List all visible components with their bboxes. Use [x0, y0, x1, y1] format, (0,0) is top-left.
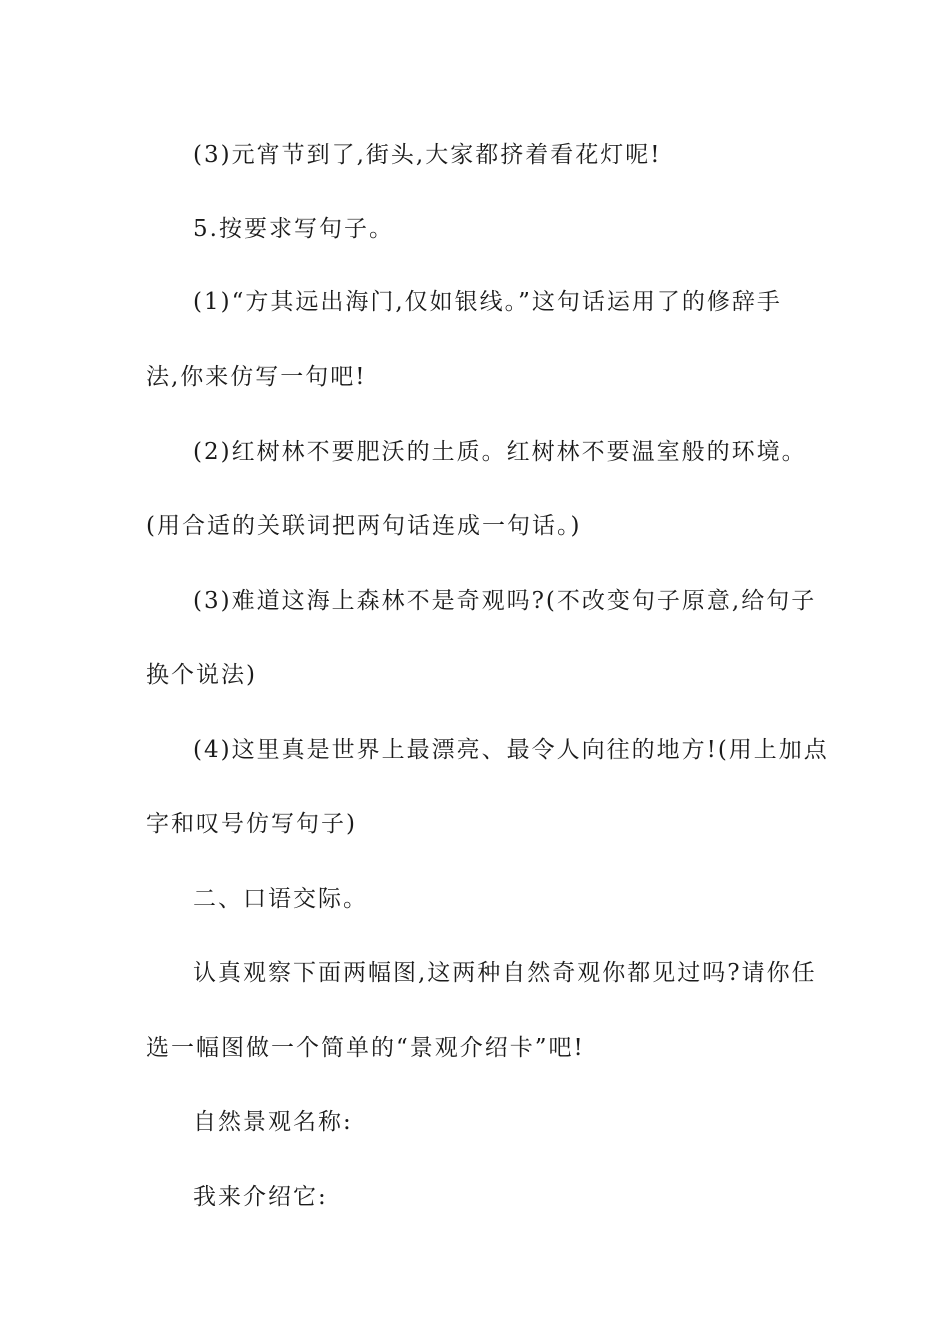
field-label-landscape-name: 自然景观名称:: [193, 1109, 353, 1135]
field-label-introduction: 我来介绍它:: [193, 1184, 328, 1210]
text-line-q5-1-cont: 法,你来仿写一句吧!: [146, 364, 367, 390]
text-line-q5-4-cont: 字和叹号仿写句子): [146, 811, 357, 837]
text-line-oral-instruction: 认真观察下面两幅图,这两种自然奇观你都见过吗?请你任: [193, 960, 817, 986]
text-line-q5-1: (1)“方其远出海门,仅如银线。”这句话运用了的修辞手: [193, 289, 782, 315]
text-line-q5-3-cont: 换个说法): [146, 662, 257, 688]
text-line-q5-heading: 5.按要求写句子。: [193, 216, 394, 242]
text-line-q5-4: (4)这里真是世界上最漂亮、最令人向往的地方!(用上加点: [193, 737, 829, 763]
text-line-q4-3: (3)元宵节到了,街头,大家都挤着看花灯呢!: [193, 142, 662, 168]
section-heading-oral: 二、口语交际。: [193, 886, 368, 912]
text-line-q5-2: (2)红树林不要肥沃的土质。红树林不要温室般的环境。: [193, 439, 807, 465]
text-line-q5-3: (3)难道这海上森林不是奇观吗?(不改变句子原意,给句子: [193, 588, 817, 614]
text-line-oral-instruction-cont: 选一幅图做一个简单的“景观介绍卡”吧!: [146, 1035, 585, 1061]
text-line-q5-2-cont: (用合适的关联词把两句话连成一句话。): [146, 513, 582, 539]
